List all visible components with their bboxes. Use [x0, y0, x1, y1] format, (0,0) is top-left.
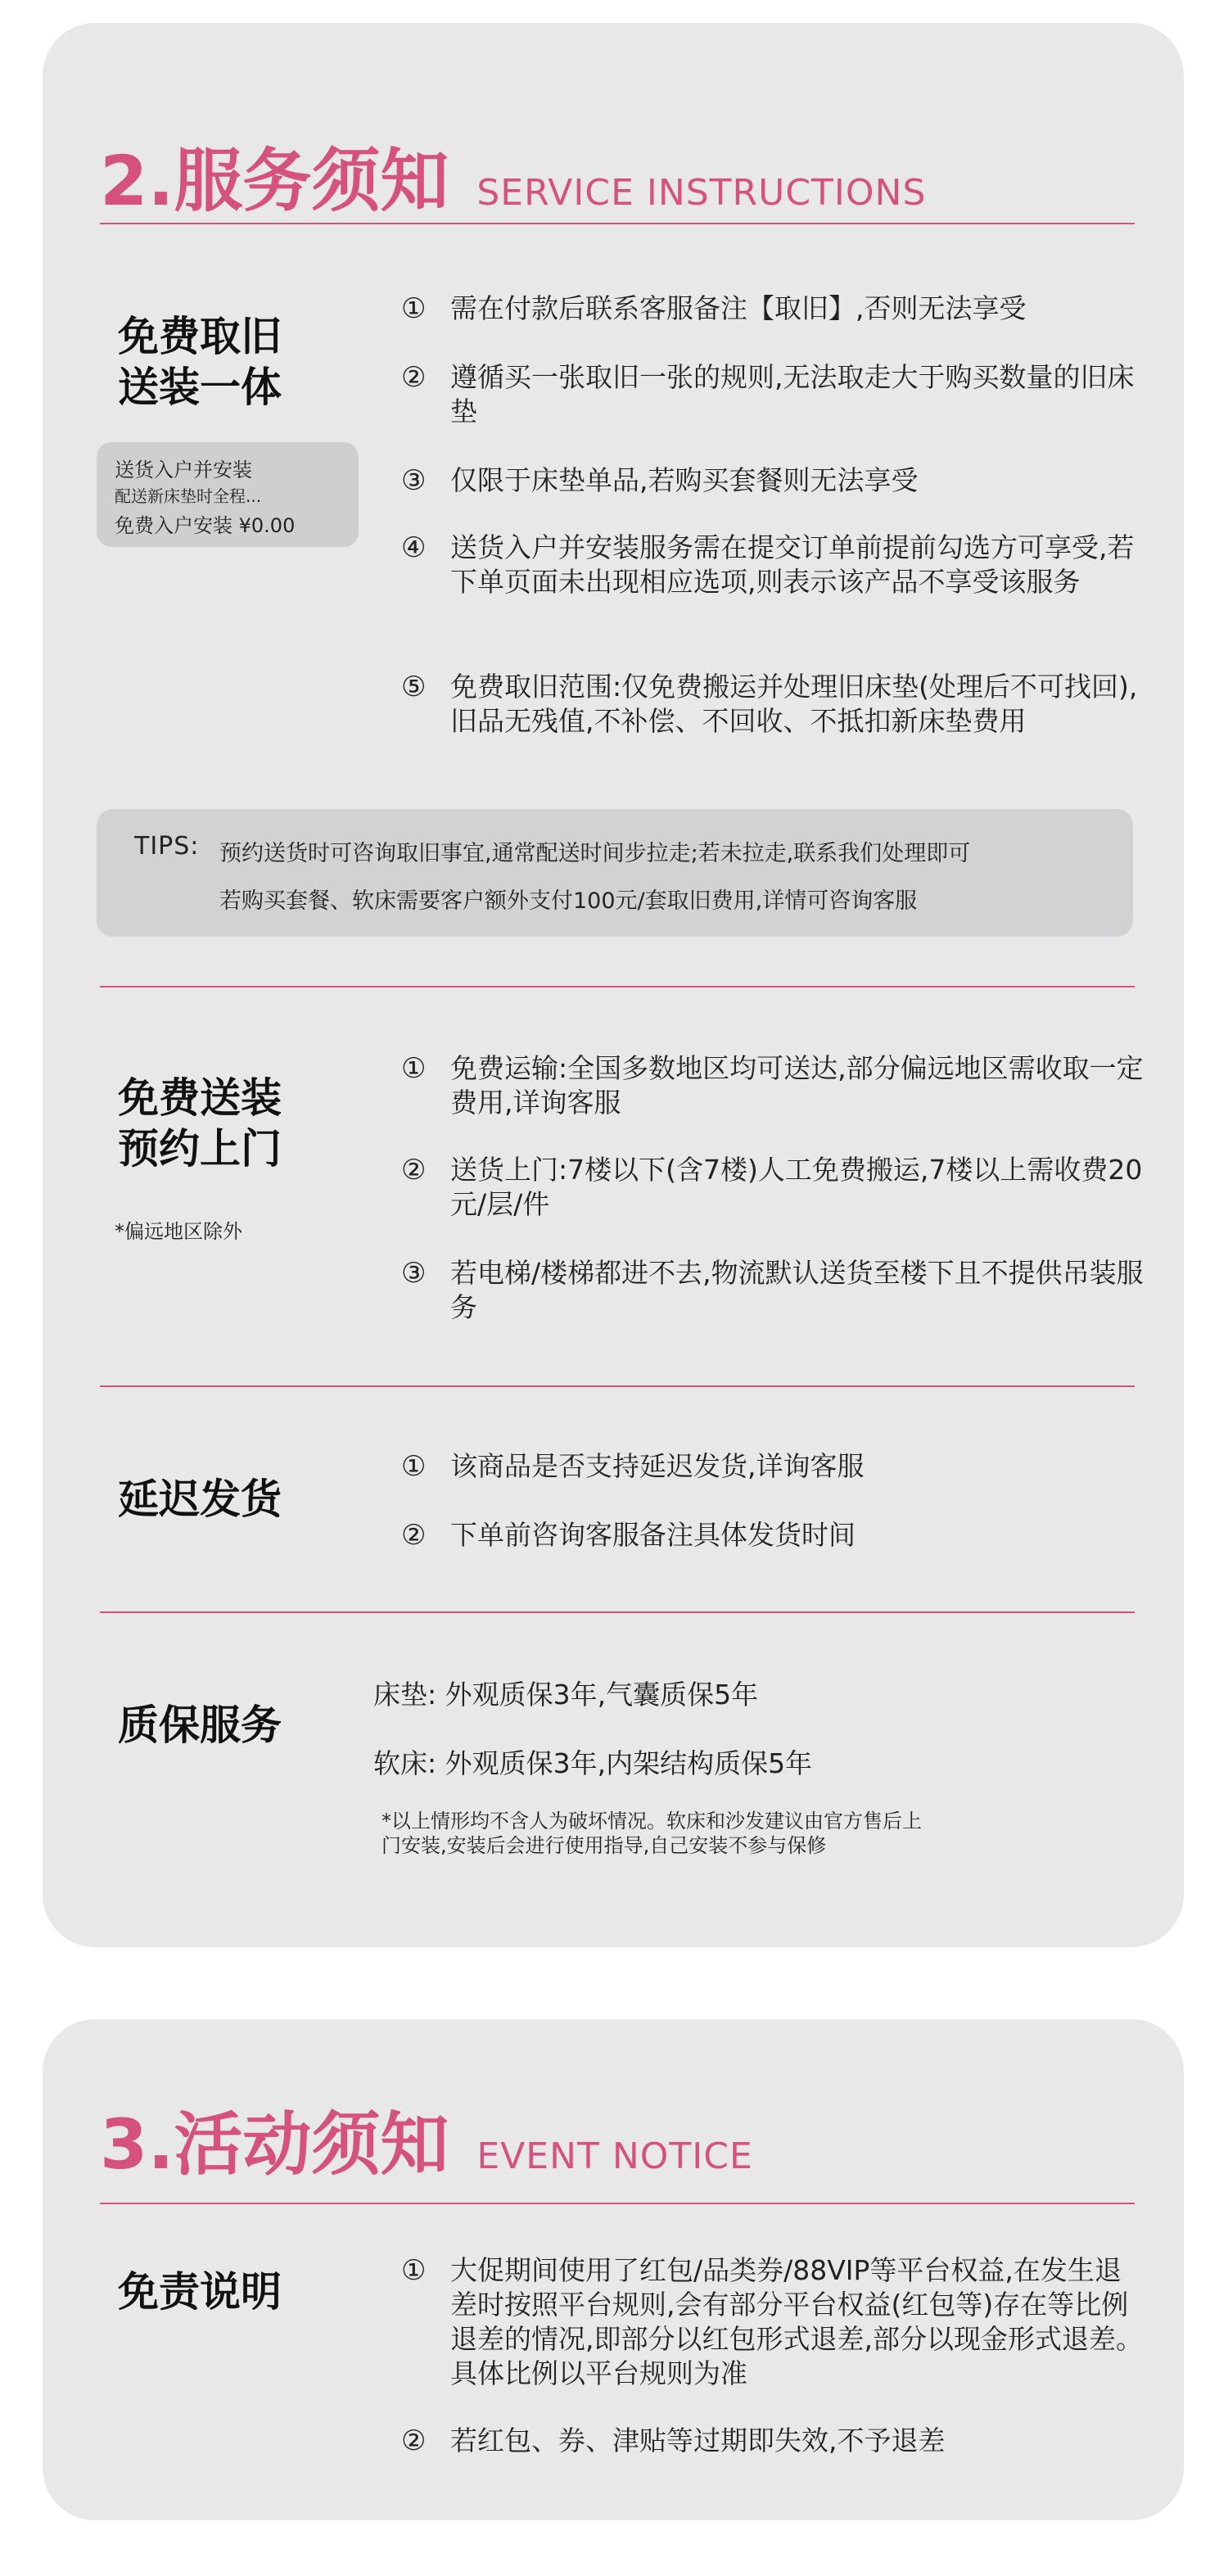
warranty-mattress: 床垫: 外观质保3年,气囊质保5年	[373, 1679, 759, 1711]
service-instructions-card	[43, 23, 1184, 1947]
list-item: ⑤ 免费取旧范围:仅免费搬运并处理旧床垫(处理后不可找回),旧品无残值,不补偿、不回收、不抵扣新床垫费用	[401, 671, 1138, 737]
disclaimer-heading: 免责说明	[118, 2268, 282, 2316]
section-title-en: SERVICE INSTRUCTIONS	[476, 172, 927, 214]
tips-line-1: 预约送货时可咨询取旧事宜,通常配送时间步拉走;若未拉走,联系我们处理即可	[219, 841, 971, 866]
delay-heading: 延迟发货	[118, 1476, 282, 1523]
list-item: ② 送货上门:7楼以下(含7楼)人工免费搬运,7楼以上需收费20元/层/件	[401, 1154, 1143, 1220]
list-item: ① 该商品是否支持延迟发货,详询客服	[401, 1450, 865, 1483]
warranty-note-2: 门安装,安装后会进行使用指导,自己安装不参与保修	[381, 1834, 827, 1857]
divider	[100, 223, 1135, 224]
divider	[100, 1385, 1135, 1387]
delivery-note: *偏远地区除外	[115, 1220, 242, 1243]
divider	[100, 986, 1135, 987]
badge-line-2: 配送新床垫时全程...	[115, 486, 262, 506]
section-title-en: EVENT NOTICE	[476, 2135, 753, 2177]
badge-line-3: 免费入户安装 ¥0.00	[115, 514, 296, 537]
section-title-cn: 活动须知	[174, 2104, 449, 2185]
list-item: ② 若红包、券、津贴等过期即失效,不予退差	[401, 2425, 946, 2457]
list-item: ① 免费运输:全国多数地区均可送达,部分偏远地区需收取一定费用,详询客服	[401, 1052, 1144, 1119]
badge-line-1: 送货入户并安装	[115, 459, 252, 481]
list-item: ③ 若电梯/楼梯都进不去,物流默认送货至楼下且不提供吊装服务	[401, 1257, 1144, 1323]
list-item: ④ 送货入户并安装服务需在提交订单前提前勾选方可享受,若下单页面未出现相应选项,则表示该产品不享受该服务	[401, 531, 1135, 598]
warranty-note-1: *以上情形均不含人为破坏情况。软床和沙发建议由官方售后上	[381, 1810, 922, 1833]
list-item: ② 下单前咨询客服备注具体发货时间	[401, 1519, 856, 1552]
event-section-title	[100, 2090, 753, 2189]
tips-box	[97, 809, 1133, 937]
list-item: ① 大促期间使用了红包/品类券/88VIP等平台权益,在发生退差时按照平台规则,会有部分平台权益(红包等)存在等比例退差的情况,即部分以红包形式退差,部分以现金形式退差。具体比例以平台规则为准	[401, 2254, 1143, 2389]
list-item: ② 遵循买一张取旧一张的规则,无法取走大于购买数量的旧床垫	[401, 361, 1135, 427]
divider	[100, 2203, 1135, 2204]
install-badge	[97, 442, 359, 547]
delivery-heading: 免费送装 预约上门	[118, 1074, 282, 1173]
divider	[100, 1611, 1135, 1613]
warranty-heading: 质保服务	[118, 1702, 282, 1749]
service-section-title	[100, 126, 926, 225]
list-item: ① 需在付款后联系客服备注【取旧】,否则无法享受	[401, 292, 1027, 325]
tips-line-2: 若购买套餐、软床需要客户额外支付100元/套取旧费用,详情可咨询客服	[219, 888, 918, 914]
list-item: ③ 仅限于床垫单品,若购买套餐则无法享受	[401, 464, 919, 497]
section-number: 3.	[100, 2104, 174, 2185]
tips-label: TIPS:	[134, 832, 200, 861]
section-title-cn: 服务须知	[174, 141, 449, 221]
pickup-heading: 免费取旧 送装一体	[118, 313, 282, 411]
warranty-softbed: 软床: 外观质保3年,内架结构质保5年	[373, 1747, 813, 1779]
event-notice-card	[43, 2019, 1184, 2520]
section-number: 2.	[100, 141, 174, 221]
